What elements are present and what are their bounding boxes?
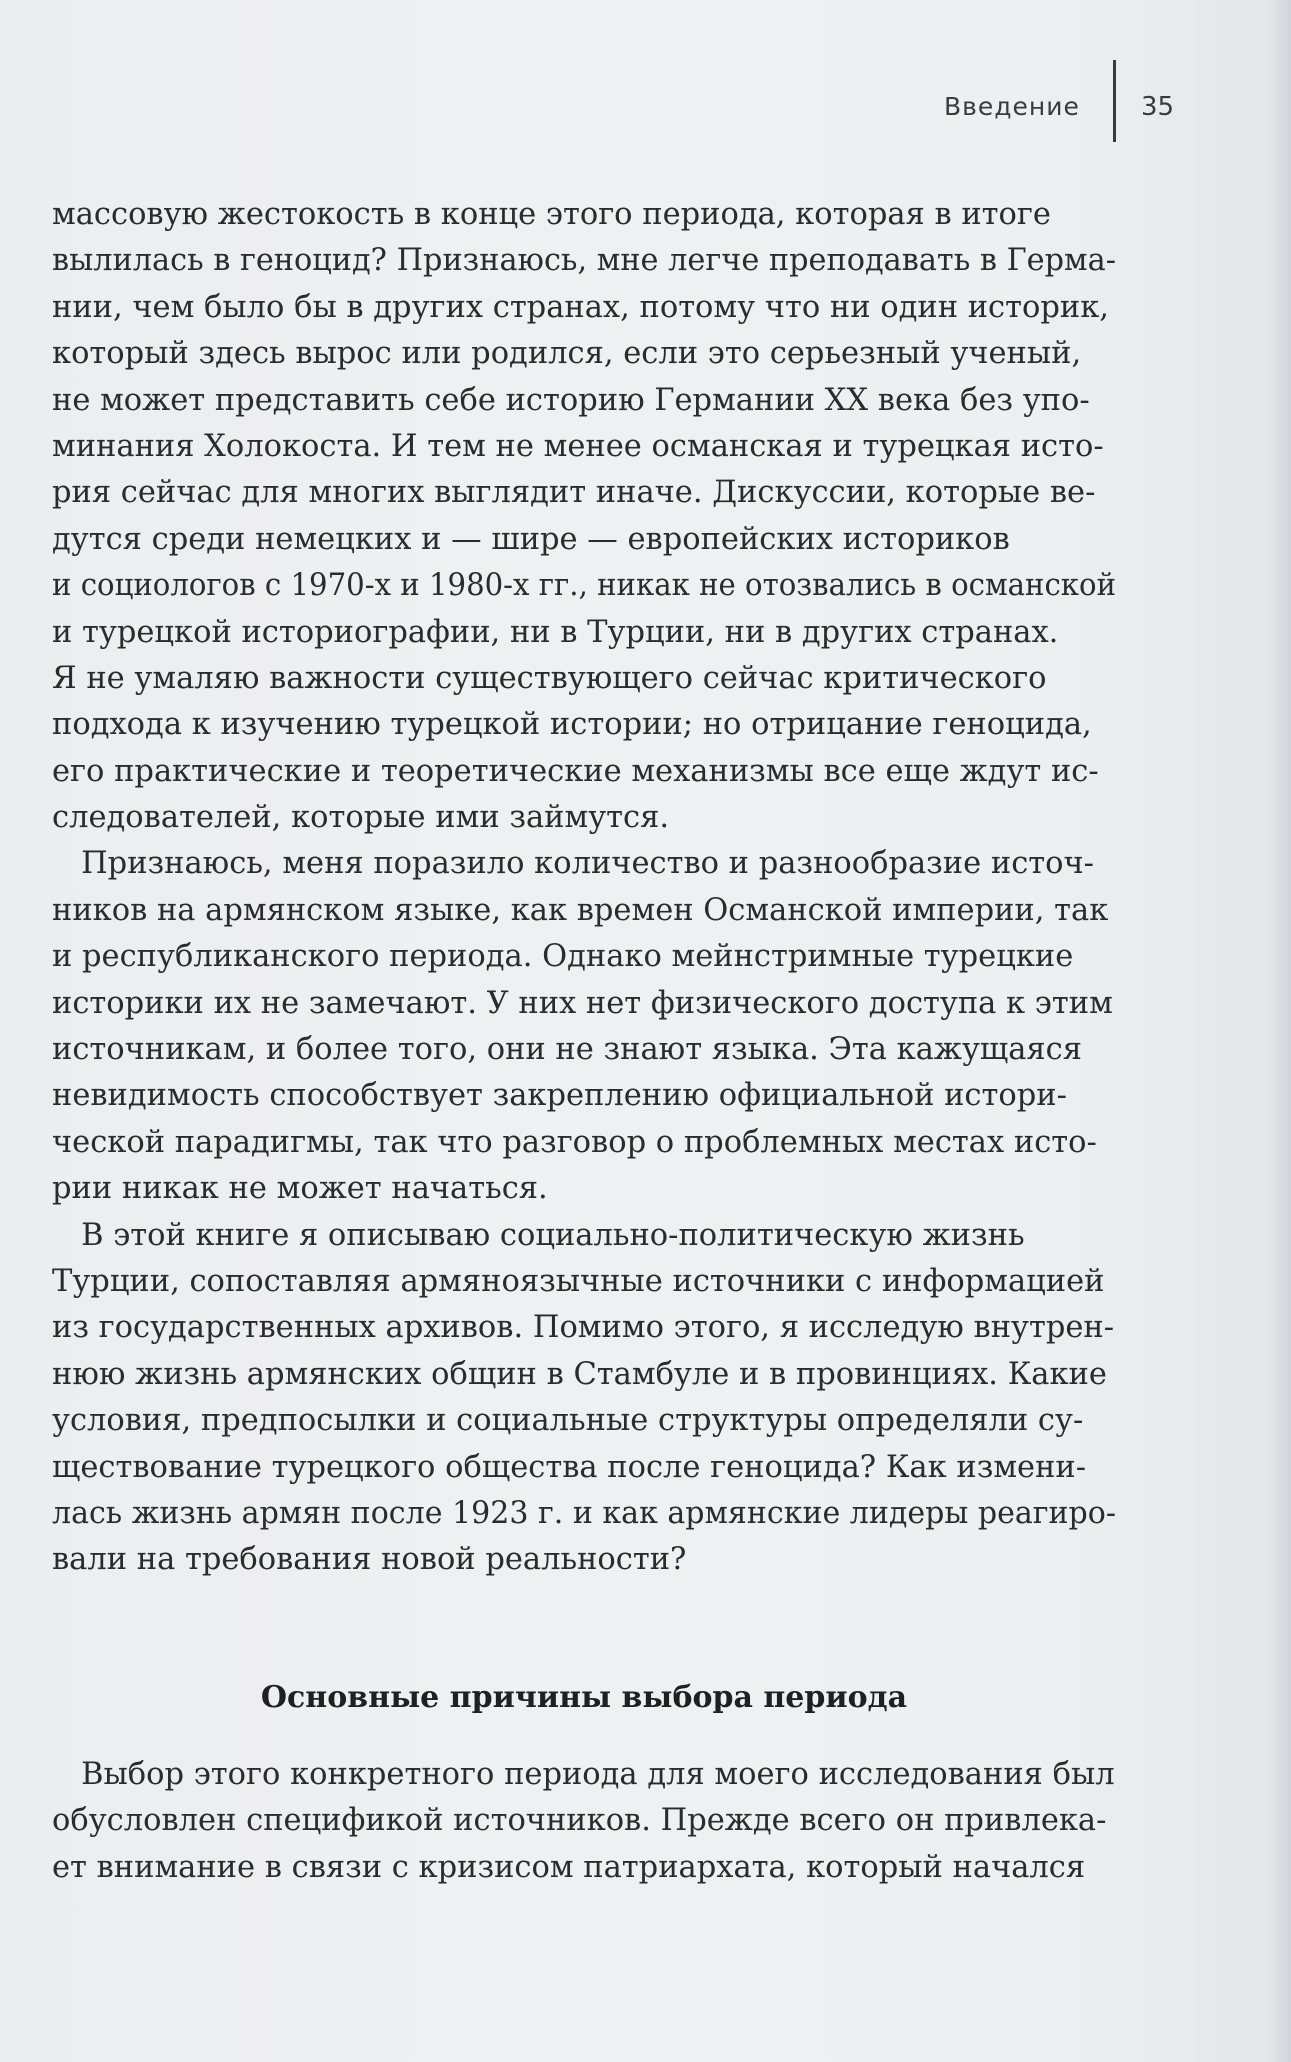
- text-line: рии никак не может начаться.: [52, 1171, 548, 1207]
- text-line: массовую жестокость в конце этого периода, которая в итоге: [52, 197, 1051, 232]
- paragraph: [52, 192, 1116, 841]
- text-line: нии, чем было бы в других странах, потому что ни один историк,: [52, 289, 1109, 325]
- text-line: Выбор этого конкретного периода для моего исследования был: [52, 1757, 1115, 1792]
- paragraph: [52, 841, 1116, 1212]
- text-line: из государственных архивов. Помимо этого, я исследую внутрен-: [52, 1310, 1115, 1346]
- text-line: и республиканского периода. Однако мейнстримные турецкие: [52, 939, 1074, 975]
- text-line: историки их не замечают. У них нет физического доступа к этим: [52, 985, 1113, 1021]
- running-head: [900, 92, 1200, 142]
- text-line: обусловлен спецификой источников. Прежде всего он привлека-: [52, 1803, 1107, 1839]
- text-line: условия, предпосылки и социальные структуры определяли су-: [52, 1403, 1084, 1439]
- text-line: и социологов с 1970-х и 1980-х гг., никак не отозвались в османской: [52, 568, 1116, 604]
- page-edge-shadow: [1265, 0, 1291, 2062]
- running-head-divider: [1113, 60, 1116, 142]
- text-line: Турции, сопоставляя армяноязычные источники с информацией: [52, 1263, 1105, 1299]
- text-line: ет внимание в связи с кризисом патриархата, который начался: [52, 1849, 1086, 1885]
- text-line: рия сейчас для многих выглядит иначе. Дискуссии, которые ве-: [52, 475, 1096, 511]
- text-line: следователей, которые ими займутся.: [52, 800, 670, 836]
- body-text: [52, 192, 1116, 1584]
- page-number: 35: [1141, 92, 1175, 122]
- text-line: вылилась в геноцид? Признаюсь, мне легче преподавать в Герма-: [52, 243, 1116, 279]
- text-line: источникам, и более того, они не знают языка. Эта кажущаяся: [52, 1032, 1083, 1068]
- text-line: ников на армянском языке, как времен Османской империи, так: [52, 892, 1109, 928]
- text-line: ческой парадигмы, так что разговор о проблемных местах исто-: [52, 1124, 1097, 1160]
- text-line: невидимость способствует закреплению официальной истори-: [52, 1078, 1067, 1114]
- text-line: лась жизнь армян после 1923 г. и как армянские лидеры реагиро-: [52, 1495, 1116, 1531]
- section-body-text: [52, 1752, 1116, 1891]
- text-line: подхода к изучению турецкой истории; но отрицание геноцида,: [52, 707, 1092, 743]
- text-line: дутся среди немецких и — шире — европейских историков: [52, 521, 1010, 557]
- text-line: который здесь вырос или родился, если это серьезный ученый,: [52, 336, 1082, 372]
- text-line: и турецкой историографии, ни в Турции, ни в других странах.: [52, 614, 1059, 650]
- text-line: Признаюсь, меня поразило количество и разнообразие источ-: [52, 846, 1094, 882]
- running-head-title: Введение: [944, 92, 1080, 121]
- text-line: Я не умаляю важности существующего сейчас критического: [52, 660, 1047, 696]
- text-line: ществование турецкого общества после геноцида? Как измени-: [52, 1449, 1087, 1485]
- paragraph: [52, 1213, 1116, 1584]
- text-line: его практические и теоретические механизмы все еще ждут ис-: [52, 753, 1099, 789]
- text-line: вали на требования новой реальности?: [52, 1542, 687, 1578]
- text-line: минания Холокоста. И тем не менее османская и турецкая исто-: [52, 428, 1104, 464]
- text-line: нюю жизнь армянских общин в Стамбуле и в провинциях. Какие: [52, 1356, 1107, 1392]
- section-heading: Основные причины выбора периода: [260, 1680, 908, 1715]
- text-line: не может представить себе историю Германии XX века без упо-: [52, 382, 1090, 418]
- text-line: В этой книге я описываю социально-политическую жизнь: [52, 1217, 1025, 1253]
